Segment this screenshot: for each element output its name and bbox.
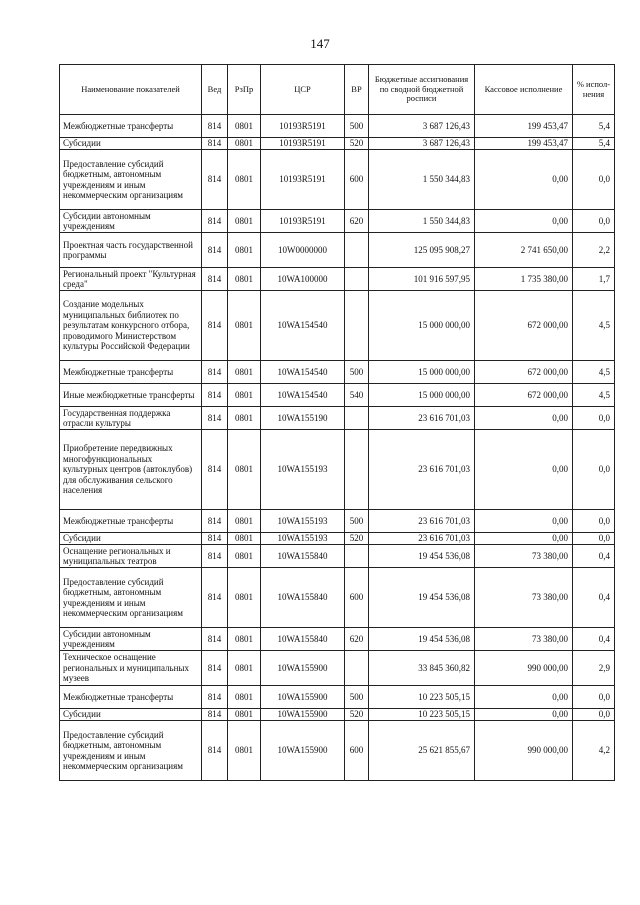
table-row (60, 233, 615, 268)
cell-csr: 10WA155840 (261, 568, 345, 628)
cell-rzpr: 0801 (228, 510, 261, 533)
cell-cash: 990 000,00 (475, 721, 573, 781)
cell-ved: 814 (202, 545, 228, 568)
table-row (60, 651, 615, 686)
cell-ved: 814 (202, 628, 228, 651)
cell-csr: 10WA155900 (261, 721, 345, 781)
cell-vr: 520 (345, 709, 369, 721)
cell-ved: 814 (202, 138, 228, 150)
cell-ved: 814 (202, 361, 228, 384)
cell-cash: 0,00 (475, 510, 573, 533)
cell-pct: 1,7 (573, 268, 615, 291)
header-cash: Кассовое исполнение (475, 65, 573, 115)
cell-rzpr: 0801 (228, 721, 261, 781)
table-row (60, 510, 615, 533)
cell-csr: 10WA154540 (261, 291, 345, 361)
cell-budget: 10 223 505,15 (369, 686, 475, 709)
cell-budget: 19 454 536,08 (369, 568, 475, 628)
cell-cash: 1 735 380,00 (475, 268, 573, 291)
cell-name: Субсидии (60, 138, 202, 150)
cell-rzpr: 0801 (228, 150, 261, 210)
cell-pct: 0,4 (573, 568, 615, 628)
cell-ved: 814 (202, 407, 228, 430)
cell-name: Создание модельных муниципальных библиотек по результатам конкурсного отбора, проводимого Министерством культуры Российской Федерации (60, 291, 202, 361)
table-row (60, 268, 615, 291)
cell-vr: 500 (345, 361, 369, 384)
cell-pct: 0,4 (573, 628, 615, 651)
cell-ved: 814 (202, 233, 228, 268)
cell-name: Предоставление субсидий бюджетным, автономным учреждениям и иным некоммерческим организациям (60, 150, 202, 210)
cell-vr: 520 (345, 138, 369, 150)
cell-pct: 0,0 (573, 407, 615, 430)
cell-ved: 814 (202, 686, 228, 709)
cell-csr: 10WA155193 (261, 533, 345, 545)
cell-csr: 10WA100000 (261, 268, 345, 291)
cell-cash: 0,00 (475, 686, 573, 709)
cell-budget: 23 616 701,03 (369, 407, 475, 430)
cell-rzpr: 0801 (228, 651, 261, 686)
cell-pct: 0,0 (573, 686, 615, 709)
cell-budget: 25 621 855,67 (369, 721, 475, 781)
header-csr: ЦСР (261, 65, 345, 115)
cell-budget: 3 687 126,43 (369, 138, 475, 150)
cell-pct: 5,4 (573, 138, 615, 150)
cell-csr: 10WA155840 (261, 545, 345, 568)
cell-name: Региональный проект "Культурная среда" (60, 268, 202, 291)
cell-rzpr: 0801 (228, 384, 261, 407)
cell-vr: 540 (345, 384, 369, 407)
cell-rzpr: 0801 (228, 268, 261, 291)
cell-cash: 990 000,00 (475, 651, 573, 686)
cell-ved: 814 (202, 651, 228, 686)
page-number: 147 (310, 36, 330, 51)
cell-budget: 23 616 701,03 (369, 510, 475, 533)
cell-cash: 0,00 (475, 709, 573, 721)
cell-vr: 600 (345, 568, 369, 628)
cell-vr: 500 (345, 510, 369, 533)
cell-vr: 600 (345, 150, 369, 210)
cell-cash: 73 380,00 (475, 545, 573, 568)
cell-csr: 10WA154540 (261, 384, 345, 407)
cell-csr: 10193R5191 (261, 210, 345, 233)
cell-vr (345, 651, 369, 686)
cell-ved: 814 (202, 510, 228, 533)
cell-name: Межбюджетные трансферты (60, 686, 202, 709)
cell-ved: 814 (202, 709, 228, 721)
cell-ved: 814 (202, 384, 228, 407)
cell-vr (345, 545, 369, 568)
cell-vr: 620 (345, 210, 369, 233)
cell-csr: 10WA154540 (261, 361, 345, 384)
cell-cash: 0,00 (475, 150, 573, 210)
cell-vr: 500 (345, 115, 369, 138)
cell-pct: 4,2 (573, 721, 615, 781)
cell-vr (345, 291, 369, 361)
cell-pct: 0,0 (573, 510, 615, 533)
cell-name: Оснащение региональных и муниципальных театров (60, 545, 202, 568)
cell-rzpr: 0801 (228, 686, 261, 709)
cell-ved: 814 (202, 568, 228, 628)
cell-rzpr: 0801 (228, 115, 261, 138)
cell-cash: 672 000,00 (475, 384, 573, 407)
cell-rzpr: 0801 (228, 138, 261, 150)
cell-name: Техническое оснащение региональных и муниципальных музеев (60, 651, 202, 686)
budget-table (59, 64, 615, 781)
cell-rzpr: 0801 (228, 545, 261, 568)
cell-cash: 672 000,00 (475, 291, 573, 361)
header-vr: ВР (345, 65, 369, 115)
cell-budget: 1 550 344,83 (369, 210, 475, 233)
header-rzpr: РзПр (228, 65, 261, 115)
cell-budget: 15 000 000,00 (369, 361, 475, 384)
cell-ved: 814 (202, 150, 228, 210)
cell-csr: 10WA155193 (261, 510, 345, 533)
cell-cash: 672 000,00 (475, 361, 573, 384)
cell-vr: 620 (345, 628, 369, 651)
cell-budget: 15 000 000,00 (369, 384, 475, 407)
cell-name: Государственная поддержка отрасли культуры (60, 407, 202, 430)
table-row (60, 361, 615, 384)
header-ved: Вед (202, 65, 228, 115)
cell-name: Приобретение передвижных многофункциональных культурных центров (автоклубов) для обслуживания сельского населения (60, 430, 202, 510)
table-row (60, 291, 615, 361)
cell-pct: 5,4 (573, 115, 615, 138)
cell-name: Предоставление субсидий бюджетным, автономным учреждениям и иным некоммерческим организациям (60, 568, 202, 628)
cell-vr (345, 233, 369, 268)
header-pct: % испол-нения (573, 65, 615, 115)
cell-csr: 10193R5191 (261, 150, 345, 210)
table-row (60, 430, 615, 510)
cell-pct: 0,0 (573, 150, 615, 210)
cell-ved: 814 (202, 533, 228, 545)
cell-budget: 101 916 597,95 (369, 268, 475, 291)
cell-budget: 23 616 701,03 (369, 430, 475, 510)
cell-name: Межбюджетные трансферты (60, 361, 202, 384)
cell-name: Межбюджетные трансферты (60, 115, 202, 138)
cell-ved: 814 (202, 291, 228, 361)
cell-ved: 814 (202, 115, 228, 138)
cell-rzpr: 0801 (228, 233, 261, 268)
cell-name: Межбюджетные трансферты (60, 510, 202, 533)
cell-name: Субсидии автономным учреждениям (60, 628, 202, 651)
table-row (60, 721, 615, 781)
cell-ved: 814 (202, 721, 228, 781)
cell-name: Субсидии автономным учреждениям (60, 210, 202, 233)
cell-budget: 33 845 360,82 (369, 651, 475, 686)
cell-pct: 2,9 (573, 651, 615, 686)
cell-vr (345, 407, 369, 430)
cell-name: Иные межбюджетные трансферты (60, 384, 202, 407)
cell-budget: 125 095 908,27 (369, 233, 475, 268)
table-row (60, 533, 615, 545)
cell-cash: 0,00 (475, 430, 573, 510)
cell-csr: 10WA155900 (261, 651, 345, 686)
cell-name: Субсидии (60, 533, 202, 545)
cell-pct: 2,2 (573, 233, 615, 268)
cell-pct: 0,0 (573, 709, 615, 721)
cell-csr: 10193R5191 (261, 115, 345, 138)
table-row (60, 407, 615, 430)
cell-cash: 73 380,00 (475, 628, 573, 651)
cell-cash: 0,00 (475, 210, 573, 233)
cell-pct: 4,5 (573, 361, 615, 384)
cell-csr: 10WA155190 (261, 407, 345, 430)
table-row (60, 709, 615, 721)
cell-csr: 10WA155900 (261, 709, 345, 721)
cell-vr (345, 430, 369, 510)
cell-pct: 0,4 (573, 545, 615, 568)
table-row (60, 150, 615, 210)
cell-rzpr: 0801 (228, 709, 261, 721)
cell-name: Субсидии (60, 709, 202, 721)
cell-csr: 10WA155900 (261, 686, 345, 709)
cell-rzpr: 0801 (228, 210, 261, 233)
cell-budget: 3 687 126,43 (369, 115, 475, 138)
table-row (60, 115, 615, 138)
cell-name: Проектная часть государственной программы (60, 233, 202, 268)
cell-budget: 1 550 344,83 (369, 150, 475, 210)
cell-name: Предоставление субсидий бюджетным, автономным учреждениям и иным некоммерческим организациям (60, 721, 202, 781)
cell-rzpr: 0801 (228, 430, 261, 510)
cell-pct: 0,0 (573, 430, 615, 510)
cell-pct: 4,5 (573, 384, 615, 407)
cell-rzpr: 0801 (228, 533, 261, 545)
cell-budget: 15 000 000,00 (369, 291, 475, 361)
cell-csr: 10WA155840 (261, 628, 345, 651)
cell-csr: 10WA155193 (261, 430, 345, 510)
table-row (60, 545, 615, 568)
cell-budget: 19 454 536,08 (369, 628, 475, 651)
cell-budget: 19 454 536,08 (369, 545, 475, 568)
header-row (60, 65, 615, 115)
cell-cash: 73 380,00 (475, 568, 573, 628)
cell-rzpr: 0801 (228, 407, 261, 430)
cell-cash: 199 453,47 (475, 115, 573, 138)
cell-cash: 0,00 (475, 407, 573, 430)
cell-vr: 520 (345, 533, 369, 545)
cell-vr: 600 (345, 721, 369, 781)
cell-cash: 199 453,47 (475, 138, 573, 150)
cell-budget: 23 616 701,03 (369, 533, 475, 545)
cell-pct: 0,0 (573, 210, 615, 233)
cell-vr (345, 268, 369, 291)
cell-pct: 0,0 (573, 533, 615, 545)
header-budget: Бюджетные ассигнования по сводной бюджетной росписи (369, 65, 475, 115)
header-name: Наименование показателей (60, 65, 202, 115)
cell-budget: 10 223 505,15 (369, 709, 475, 721)
cell-pct: 4,5 (573, 291, 615, 361)
cell-rzpr: 0801 (228, 568, 261, 628)
cell-cash: 0,00 (475, 533, 573, 545)
table-row (60, 210, 615, 233)
table-row (60, 628, 615, 651)
table-row (60, 138, 615, 150)
cell-csr: 10193R5191 (261, 138, 345, 150)
table-row (60, 568, 615, 628)
cell-rzpr: 0801 (228, 361, 261, 384)
cell-csr: 10W0000000 (261, 233, 345, 268)
cell-vr: 500 (345, 686, 369, 709)
table-row (60, 686, 615, 709)
table-body (60, 115, 615, 781)
cell-cash: 2 741 650,00 (475, 233, 573, 268)
cell-ved: 814 (202, 210, 228, 233)
cell-rzpr: 0801 (228, 628, 261, 651)
table-row (60, 384, 615, 407)
cell-rzpr: 0801 (228, 291, 261, 361)
cell-ved: 814 (202, 268, 228, 291)
cell-ved: 814 (202, 430, 228, 510)
